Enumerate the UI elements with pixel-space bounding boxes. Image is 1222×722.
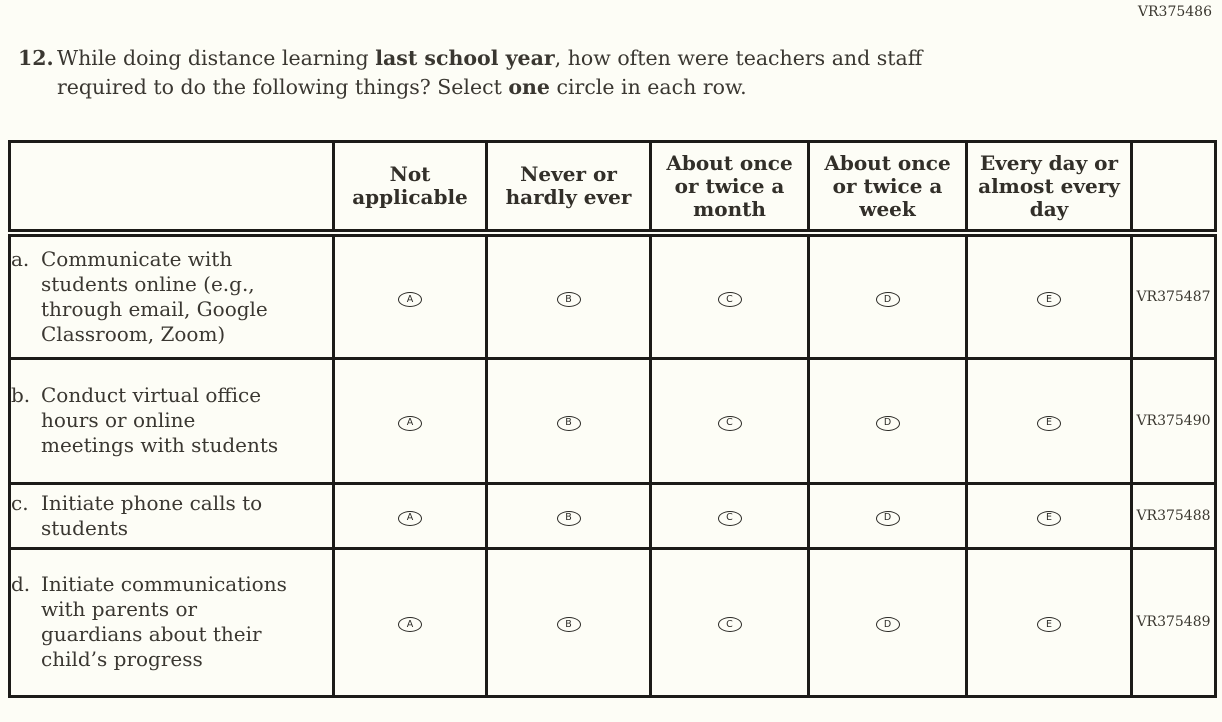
answer-bubble-b-B[interactable]: B	[557, 416, 581, 431]
row-b-code: VR375490	[1132, 358, 1216, 483]
answer-bubble-b-D[interactable]: D	[876, 416, 900, 431]
column-header-never-hardly-ever: Never or hardly ever	[487, 142, 651, 234]
answer-bubble-b-C[interactable]: C	[718, 416, 742, 431]
row-a-code: VR375487	[1132, 233, 1216, 358]
response-matrix-table	[8, 140, 1217, 698]
row-b-label: Conduct virtual office hours or online meetings with students	[41, 383, 279, 457]
row-a-label: Communicate with students online (e.g., through email, Google Classroom, Zoom)	[41, 246, 268, 346]
row-a-cell-week	[809, 233, 967, 358]
row-d-label-cell	[10, 548, 334, 696]
column-header-once-twice-week: About once or twice a week	[809, 142, 967, 234]
table-row-d	[10, 548, 1216, 696]
row-d-cell-month	[651, 548, 809, 696]
row-c-code: VR375488	[1132, 483, 1216, 548]
row-a-cell-never	[487, 233, 651, 358]
row-d-cell-never	[487, 548, 651, 696]
header-empty-code-cell	[1132, 142, 1216, 234]
row-d-label: Initiate communications with parents or guardians about their child’s progress	[41, 572, 287, 671]
row-b-cell-every-day	[967, 358, 1132, 483]
answer-bubble-c-E[interactable]: E	[1037, 511, 1061, 526]
row-c-cell-month	[651, 483, 809, 548]
row-d-cell-week	[809, 548, 967, 696]
row-d-cell-every-day	[967, 548, 1132, 696]
question-block	[18, 44, 962, 102]
question-bold1: last school year	[375, 46, 555, 70]
row-d-code: VR375489	[1132, 548, 1216, 696]
row-b-cell-month	[651, 358, 809, 483]
answer-bubble-c-D[interactable]: D	[876, 511, 900, 526]
table-row-c	[10, 483, 1216, 548]
question-bold2: one	[508, 75, 550, 99]
column-header-every-day: Every day or almost every day	[967, 142, 1132, 234]
row-a-cell-month	[651, 233, 809, 358]
question-number: 12.	[18, 46, 54, 70]
row-d-cell-not-applicable	[334, 548, 487, 696]
row-c-cell-every-day	[967, 483, 1132, 548]
row-a-cell-not-applicable	[334, 233, 487, 358]
row-c-label-cell	[10, 483, 334, 548]
question-seg3: circle in each row.	[549, 75, 747, 99]
row-c-letter: c.	[11, 490, 29, 515]
row-b-label-cell	[10, 358, 334, 483]
answer-bubble-d-B[interactable]: B	[557, 617, 581, 632]
answer-bubble-b-A[interactable]: A	[398, 416, 422, 431]
row-a-cell-every-day	[967, 233, 1132, 358]
answer-bubble-a-E[interactable]: E	[1037, 292, 1061, 307]
table-row-a	[10, 233, 1216, 358]
answer-bubble-d-D[interactable]: D	[876, 617, 900, 632]
answer-bubble-b-E[interactable]: E	[1037, 416, 1061, 431]
row-d-letter: d.	[11, 572, 31, 596]
header-row	[10, 142, 1216, 234]
answer-bubble-a-A[interactable]: A	[398, 292, 422, 307]
row-c-cell-not-applicable	[334, 483, 487, 548]
answer-bubble-c-B[interactable]: B	[557, 511, 581, 526]
row-b-cell-never	[487, 358, 651, 483]
answer-bubble-a-C[interactable]: C	[718, 292, 742, 307]
table-row-b	[10, 358, 1216, 483]
row-c-cell-never	[487, 483, 651, 548]
question-text	[57, 44, 962, 102]
answer-bubble-a-B[interactable]: B	[557, 292, 581, 307]
row-b-letter: b.	[11, 383, 31, 407]
question-seg2: , how often were teachers and staff required to do the following things? Select	[57, 46, 923, 99]
answer-bubble-d-C[interactable]: C	[718, 617, 742, 632]
answer-bubble-a-D[interactable]: D	[876, 292, 900, 307]
answer-bubble-c-C[interactable]: C	[718, 511, 742, 526]
row-c-cell-week	[809, 483, 967, 548]
answer-bubble-d-E[interactable]: E	[1037, 617, 1061, 632]
header-empty-label-cell	[10, 142, 334, 234]
question-seg1: While doing distance learning	[57, 46, 376, 70]
page-code: VR375486	[1137, 4, 1212, 20]
answer-bubble-c-A[interactable]: A	[398, 511, 422, 526]
row-c-label: Initiate phone calls to students	[41, 490, 263, 540]
column-header-not-applicable: Not applicable	[334, 142, 487, 234]
row-b-cell-week	[809, 358, 967, 483]
row-a-letter: a.	[11, 246, 30, 271]
answer-bubble-d-A[interactable]: A	[398, 617, 422, 632]
column-header-once-twice-month: About once or twice a month	[651, 142, 809, 234]
row-a-label-cell	[10, 233, 334, 358]
row-b-cell-not-applicable	[334, 358, 487, 483]
